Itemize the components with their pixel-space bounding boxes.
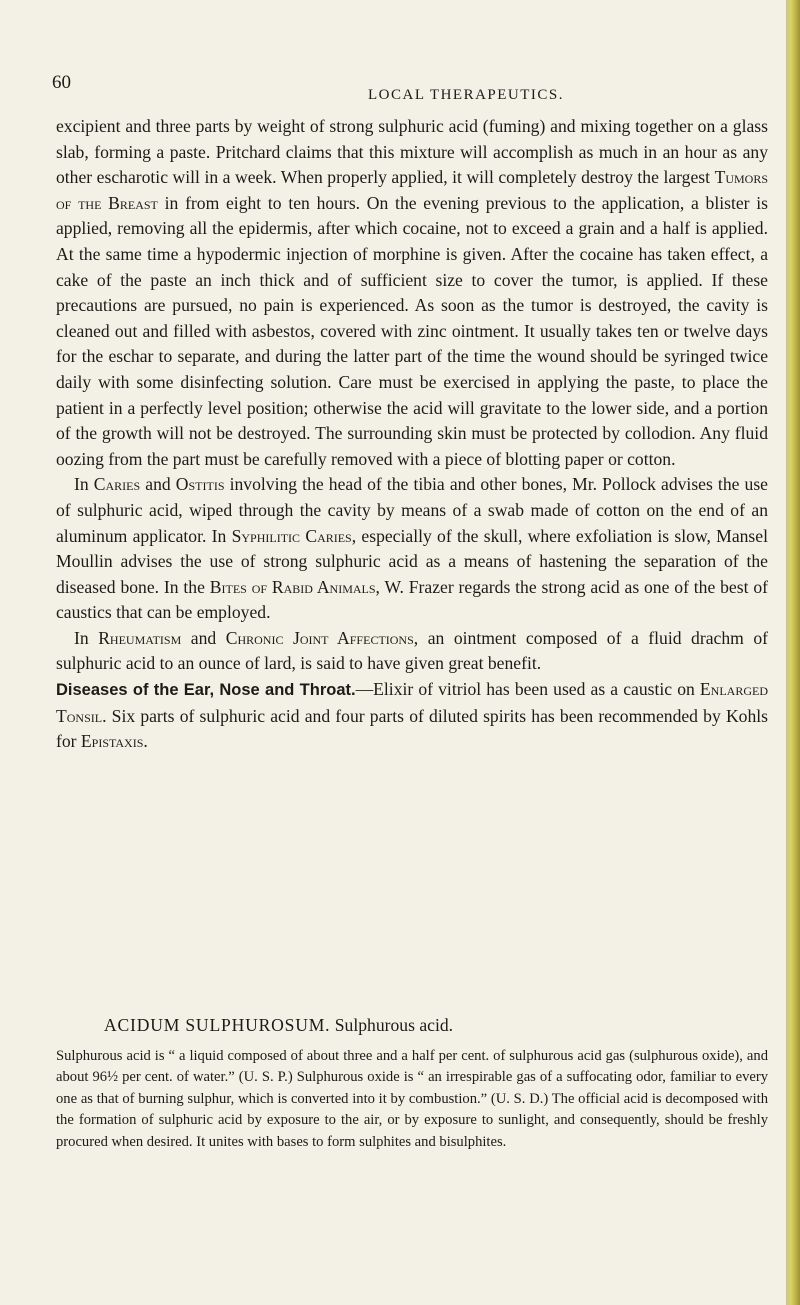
term-ostitis: Ostitis [175,474,225,495]
subheading-ear-nose-throat: Diseases of the Ear, Nose and Throat. [56,681,356,700]
page-edge-binding [786,0,800,1305]
body-text [56,114,768,755]
paragraph-caries: In Caries and Ostitis involving the head of the tibia and other bones, Mr. Pollock advises the use of sulphuric acid, wiped through the cavity by means of a swab made of cotton on the end of an aluminum applicator. In Syphilitic Caries, especially of the skull, where exfoliation is slow, Mansel Moullin advises the use of strong sulphuric acid as a means of hastening the separation of the diseased bone. In the Bites of Rabid Animals, W. Frazer regards the strong acid as one of the best of caustics that can be employed. [56,474,768,623]
page-number: 60 [52,72,71,93]
term-enlarged-tonsil: Enlarged Tonsil. [56,679,768,726]
section-title [56,1013,768,1038]
term-rheumatism: Rheumatism [98,627,182,648]
term-syphilitic-caries: Syphilitic Caries, [231,525,357,546]
section-heading: ACIDUM SULPHUROSUM. [104,1015,331,1035]
paragraph-rheumatism: In Rheumatism and Chronic Joint Affections, an ointment composed of a fluid drachm of sulphuric acid to an ounce of lard, is said to have given great benefit. [56,627,768,674]
term-epistaxis: Epistaxis. [80,731,148,752]
paragraph-ear-nose-throat: Diseases of the Ear, Nose and Throat.—Elixir of vitriol has been used as a caustic on Enlarged Tonsil. Six parts of sulphuric acid and four parts of diluted spirits has been recommended by Kohls for Epistaxis. [56,679,768,752]
section-subtitle: Sulphurous acid. [334,1015,454,1035]
term-bites-of-rabid-animals: Bites of Rabid Animals, [209,576,380,597]
section-acidum-sulphurosum [56,1013,768,1153]
paragraph-tumors: excipient and three parts by weight of strong sulphuric acid (fuming) and mixing together on a glass slab, forming a paste. Pritchard claims that this mixture will accomplish as much in an hour as any other escharotic will in a week. When properly applied, it will completely destroy the largest Tumors of the Breast in from eight to ten hours. On the evening previous to the application, a blister is applied, removing all the epidermis, after which cocaine, not to exceed a grain and a half is applied. At the same time a hypodermic injection of morphine is given. After the cocaine has taken effect, a cake of the paste an inch thick and of sufficient size to cover the tumor, is applied. If these precautions are pursued, no pain is experienced. As soon as the tumor is destroyed, the cavity is cleaned out and filled with asbestos, covered with zinc ointment. It usually takes ten or twelve days for the eschar to separate, and during the latter part of the time the wound should be syringed twice daily with some disinfecting solution. Care must be exercised in applying the paste, to place the patient in a perfectly level position; otherwise the acid will gravitate to the lower side, and a portion of the growth will not be destroyed. The surrounding skin must be protected by collodion. Any fluid oozing from the part must be carefully removed with a piece of blotting paper or cotton. [56,116,769,469]
section-paragraph: Sulphurous acid is “ a liquid composed of about three and a half per cent. of sulphurous acid gas (sulphurous oxide), and about 96½ per cent. of water.” (U. S. P.) Sulphurous oxide is “ an irrespirable gas of a suffocating odor, familiar to every one as that of burning sulphur, which is converted into it by combustion.” (U. S. D.) The official acid is decomposed with the formation of sulphuric acid by exposure to the air, or by exposure to sunlight, and consequently, should be freshly procured when desired. It unites with bases to form sulphites and bisulphites. [56,1048,768,1150]
term-caries: Caries [93,474,141,495]
running-head: LOCAL THERAPEUTICS. [368,87,565,103]
term-chronic-joint-affections: Chronic Joint Affections, [225,627,419,648]
term-tumors-of-breast: Tumors of the Breast [56,167,769,213]
